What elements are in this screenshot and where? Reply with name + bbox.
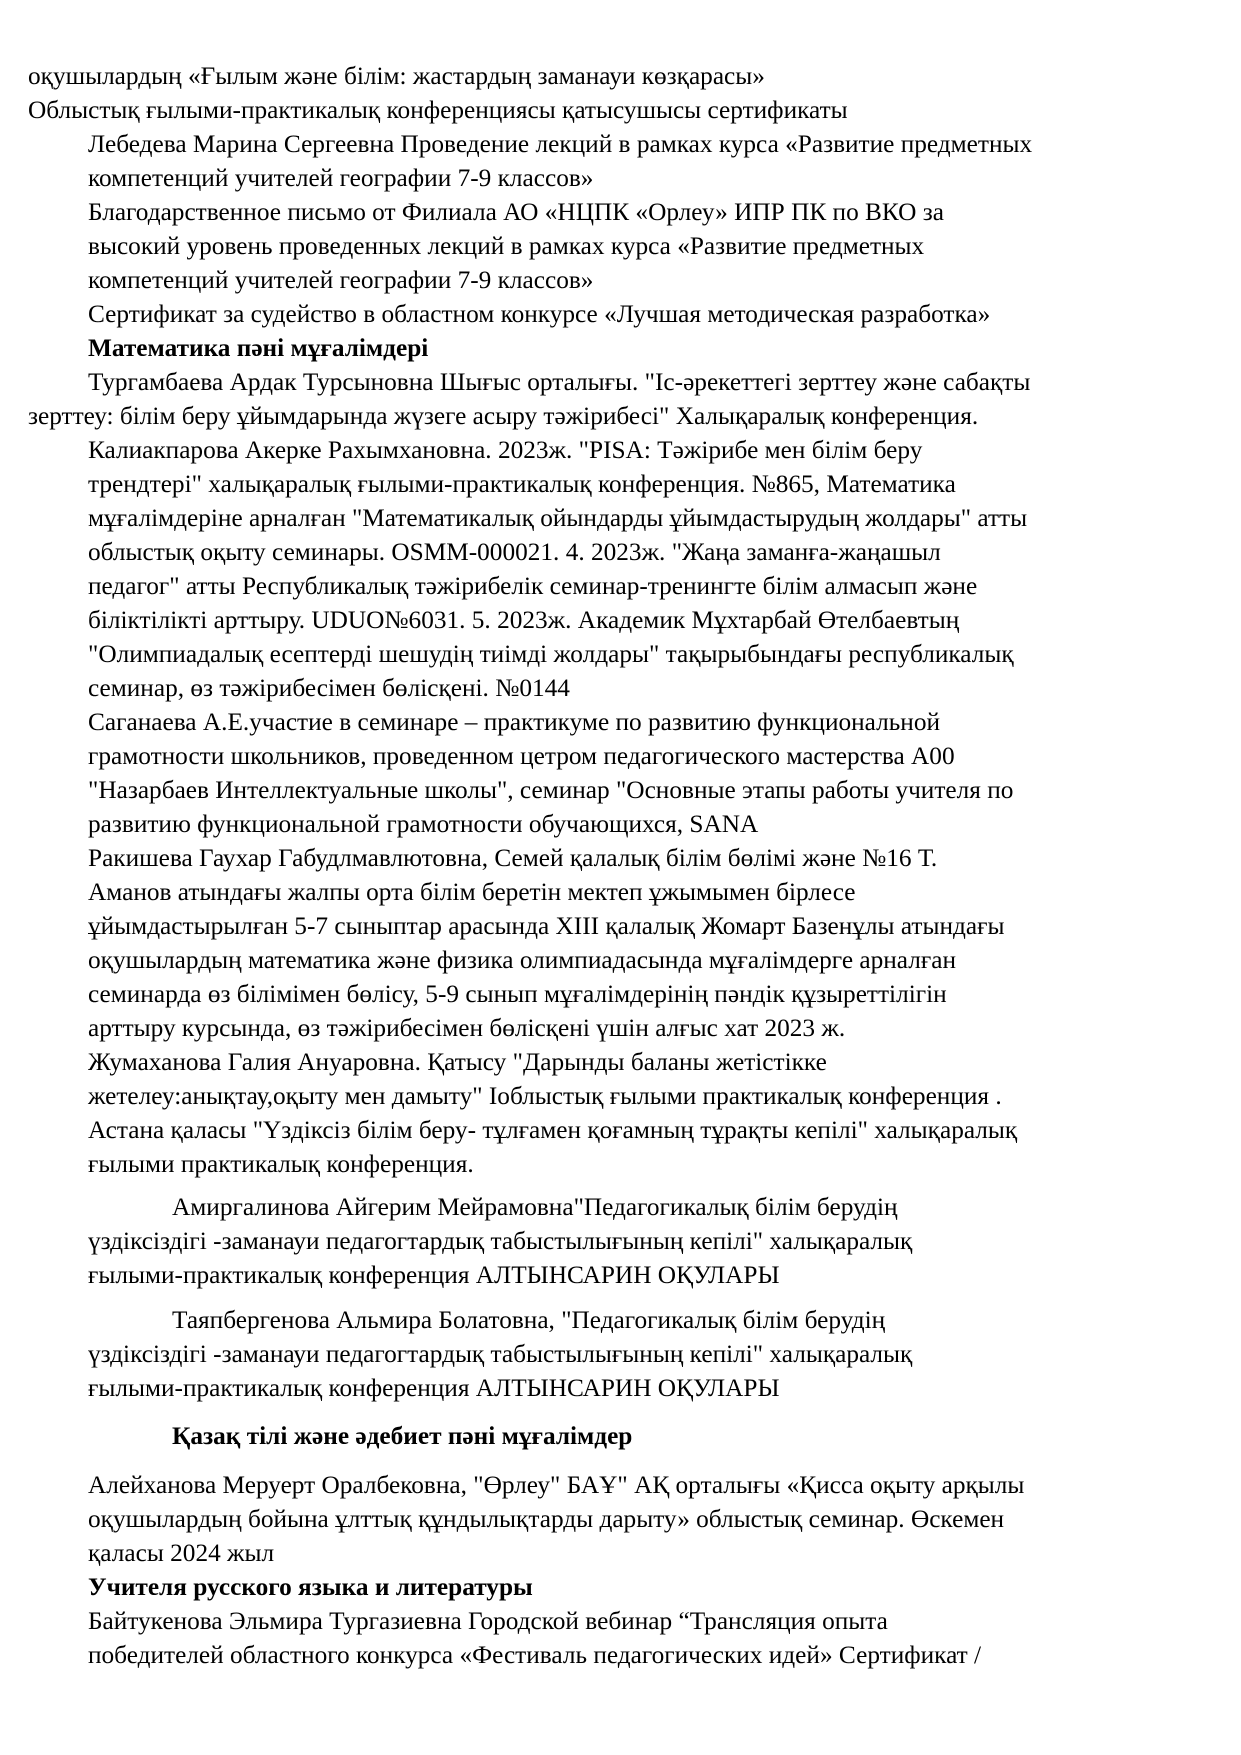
text-line: қаласы 2024 жыл xyxy=(88,1539,275,1567)
text-line: компетенций учителей географии 7-9 классов» xyxy=(88,164,594,192)
text-line: ғылыми-практикалық конференция АЛТЫНСАРИН ОҚУЛАРЫ xyxy=(88,1261,780,1289)
text-line: Облыстық ғылыми-практикалық конференциясы қатысушысы сертификаты xyxy=(28,96,848,124)
text-line: победителей областного конкурса «Фестиваль педагогических идей» Сертификат / xyxy=(88,1641,982,1669)
text-line: үздіксіздігі -заманауи педагогтардық табыстылығының кепілі" халықаралық xyxy=(88,1340,913,1368)
text-line: трендтері" халықаралық ғылыми-практикалық конференция. №865, Математика xyxy=(88,470,956,498)
text-line: оқушылардың математика және физика олимпиадасында мұғалімдерге арналған xyxy=(88,946,957,974)
text-line: Байтукенова Эльмира Тургазиевна Городской вебинар “Трансляция опыта xyxy=(88,1607,888,1635)
text-line: мұғалімдеріне арналған "Математикалық ойындарды ұйымдастырудың жолдары" атты xyxy=(88,504,1028,532)
text-line: "Назарбаев Интеллектуальные школы", семинар "Основные этапы работы учителя по xyxy=(88,776,1014,804)
text-line: Амиргалинова Айгерим Мейрамовна"Педагогикалық білім берудің xyxy=(172,1193,898,1221)
text-line: облыстық оқыту семинары. OSMM-000021. 4. 2023ж. "Жаңа заманға-жаңашыл xyxy=(88,538,941,566)
text-line: развитию функциональной грамотности обучающихся, SANA xyxy=(88,810,759,838)
text-line: арттыру курсында, өз тәжірибесімен бөлісқені үшін алғыс хат 2023 ж. xyxy=(88,1014,846,1042)
text-line: Калиакпарова Акерке Рахымхановна. 2023ж. "PISA: Тәжірибе мен білім беру xyxy=(88,436,923,464)
text-line: Таяпбергенова Альмира Болатовна, "Педагогикалық білім берудің xyxy=(172,1306,886,1334)
text-line: Аманов атындағы жалпы орта білім беретін мектеп ұжымымен бірлесе xyxy=(88,878,856,906)
text-line: Сертификат за судейство в областном конкурсе «Лучшая методическая разработка» xyxy=(88,300,991,328)
text-line: Астана қаласы "Үздіксіз білім беру- тұлғамен қоғамның тұрақты кепілі" халықаралық xyxy=(88,1116,1018,1144)
text-line: грамотности школьников, проведенном цетром педагогического мастерства А00 xyxy=(88,742,955,770)
text-line: "Олимпиадалық есептерді шешудің тиімді жолдары" тақырыбындағы республикалық xyxy=(88,640,1014,668)
text-line: Благодарственное письмо от Филиала АО «НЦПК «Орлеу» ИПР ПК по ВКО за xyxy=(88,198,944,226)
text-line: жетелеу:анықтау,оқыту мен дамыту" Іоблыстық ғылыми практикалық конференция . xyxy=(88,1082,1002,1110)
text-line: ғылыми-практикалық конференция АЛТЫНСАРИН ОҚУЛАРЫ xyxy=(88,1374,780,1402)
text-line: біліктілікті арттыру. UDUO№6031. 5. 2023ж. Академик Мұхтарбай Өтелбаевтың xyxy=(88,606,960,634)
section-heading-kazakh: Қазақ тілі және әдебиет пәні мұғалімдер xyxy=(172,1422,633,1450)
text-line: компетенций учителей географии 7-9 классов» xyxy=(88,266,594,294)
text-line: оқушылардың бойына ұлттық құндылықтарды дарыту» облыстық семинар. Өскемен xyxy=(88,1505,1005,1533)
text-line: ғылыми практикалық конференция. xyxy=(88,1150,474,1178)
text-line: Тургамбаева Ардак Турсыновна Шығыс орталығы. "Іс-әрекеттегі зерттеу және сабақты xyxy=(88,368,1031,396)
text-line: Лебедева Марина Сергеевна Проведение лекций в рамках курса «Развитие предметных xyxy=(88,130,1033,158)
text-line: педагог" атты Республикалық тәжірибелік семинар-тренингте білім алмасып және xyxy=(88,572,978,600)
text-line: ұйымдастырылған 5-7 сыныптар арасында XIII қалалық Жомарт Базенұлы атындағы xyxy=(88,912,1005,940)
text-line: Жумаханова Галия Ануаровна. Қатысу "Дарынды баланы жетістікке xyxy=(88,1048,827,1076)
text-line: семинарда өз білімімен бөлісу, 5-9 сынып мұғалімдерінің пәндік құзыреттілігін xyxy=(88,980,947,1008)
section-heading-mathematics: Математика пәні мұғалімдері xyxy=(88,334,429,362)
text-line: Ракишева Гаухар Габудлмавлютовна, Семей қалалық білім бөлімі және №16 Т. xyxy=(88,844,938,872)
text-line: үздіксіздігі -заманауи педагогтардық табыстылығының кепілі" халықаралық xyxy=(88,1227,913,1255)
section-heading-russian: Учителя русского языка и литературы xyxy=(88,1573,533,1601)
text-line: оқушылардың «Ғылым және білім: жастардың заманауи көзқарасы» xyxy=(28,62,765,90)
text-line: семинар, өз тәжірибесімен бөлісқені. №0144 xyxy=(88,674,570,702)
text-line: Саганаева А.Е.участие в семинаре – практикуме по развитию функциональной xyxy=(88,708,941,736)
text-line: высокий уровень проведенных лекций в рамках курса «Развитие предметных xyxy=(88,232,925,260)
text-line: Алейханова Меруерт Оралбековна, "Өрлеу" БАҰ" АҚ орталығы «Қисса оқыту арқылы xyxy=(88,1471,1025,1499)
text-line: зерттеу: білім беру ұйымдарында жүзеге асыру тәжірибесі" Халықаралық конференция. xyxy=(28,402,979,430)
